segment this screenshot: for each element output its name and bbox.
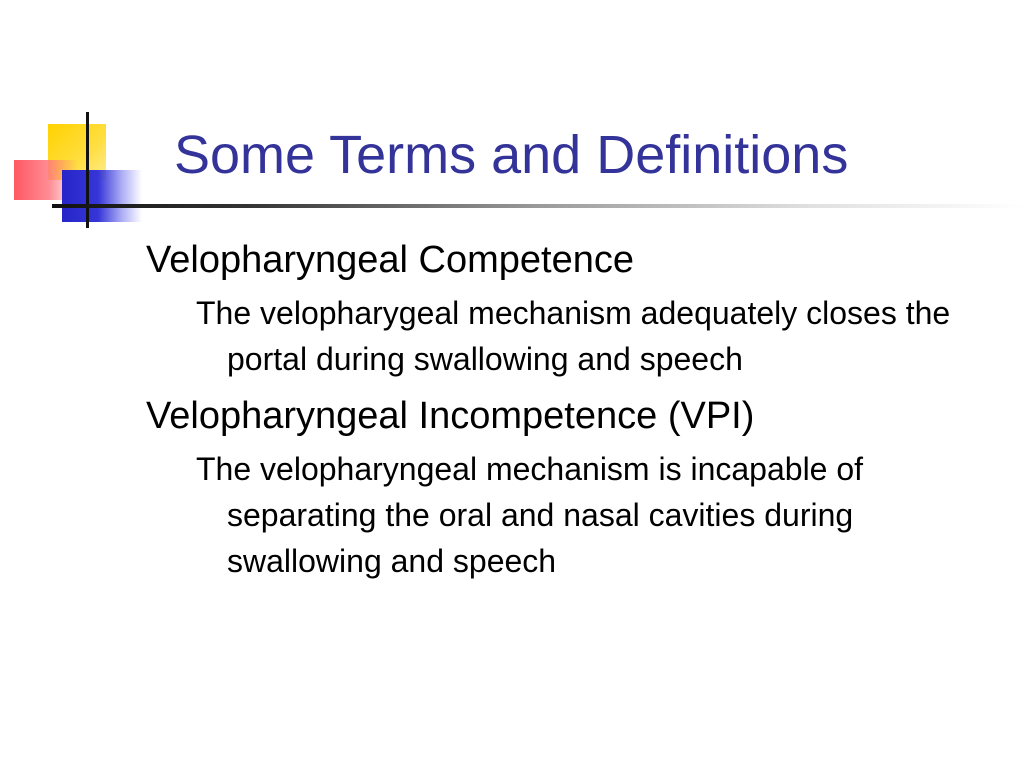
term-velopharyngeal-competence: Velopharyngeal Competence [146,239,635,281]
definition-velopharyngeal-competence: The velopharygeal mechanism adequately closes the portal during swallowing and speech [196,295,951,377]
term-velopharyngeal-incompetence: Velopharyngeal Incompetence (VPI) [146,395,755,437]
slide-body [146,234,996,590]
title-underline-rule [52,204,1024,208]
blue-square-decoration [62,170,142,222]
definition-velopharyngeal-incompetence: The velopharyngeal mechanism is incapable of separating the oral and nasal cavities during swallowing and speech [196,451,864,579]
vertical-rule-decoration [86,112,89,228]
slide-title: Some Terms and Definitions [174,125,849,185]
